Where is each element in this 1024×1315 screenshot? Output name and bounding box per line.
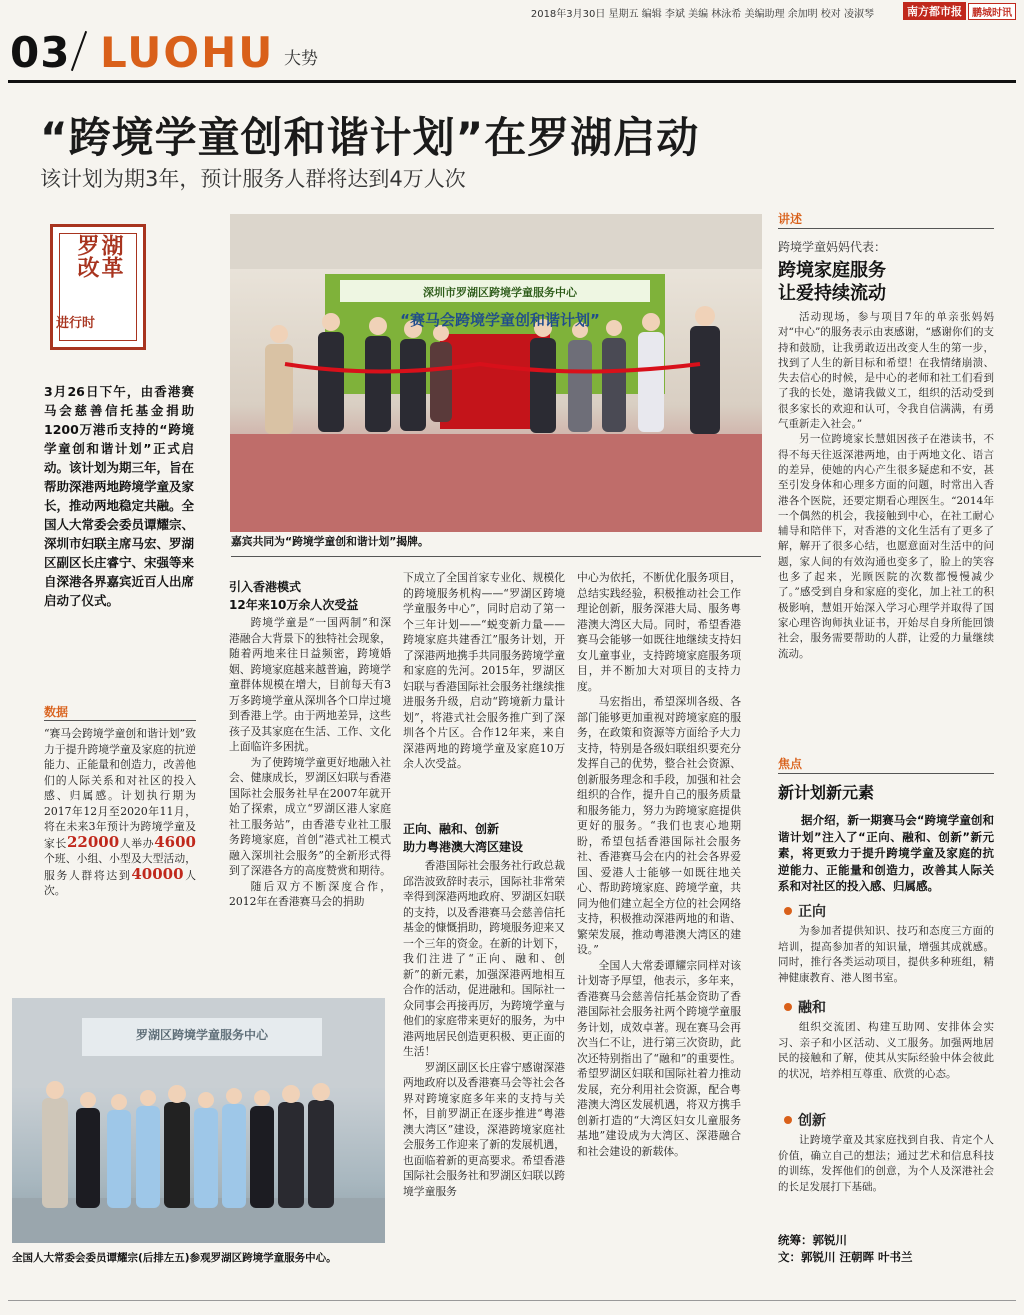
sidebar-paragraph: 另一位跨境家长慧姐因孩子在港读书，不得不每天往返深港两地，由于两地文化、语言的差异，使她的内心产生很多疑虑和不安，甚至引发身体和心理多方面的问题，时常出入香港各个医院，还要定期看心理医生。“2014年一个偶然的机会，我接触到中心，在社工耐心辅导和陪伴下，对香港的文化生活有了更多了解，解开了很多心结，也愿意面对生活中的问题，家人间的有效沟通也变多了，脸上的笑容也多了起来，光顾医院的次数都慢慢减少了。”感受到自身和家庭的变化，加上社工的积极影响，慧姐开始深入学习心理学并取得了国家心理咨询师执业证书，开始尽自身所能回馈社会，服务需要帮助的人群，让爱的力量继续流动。	[778, 433, 994, 660]
bullet-text: 为参加者提供知识、技巧和态度三方面的培训，提高参加者的知识量，增强其成就感。同时，推行各类运动项目，提供多种班组，精神健康教育、港人图书室。	[778, 925, 994, 984]
article-col-3	[577, 570, 741, 1159]
photo2-caption: 全国人大常委会委员谭耀宗(后排左五)参观罗湖区跨境学童服务中心。	[12, 1252, 337, 1264]
sidebar-story	[778, 310, 994, 662]
article-heading-2a: 正向、融和、创新	[403, 822, 500, 836]
sidebar-rule-1	[778, 228, 994, 229]
bullet-innovation-text	[778, 1133, 994, 1195]
article-paragraph: 随后双方不断深度合作，2012年在香港赛马会的捐助	[229, 879, 391, 908]
divider-slash	[71, 31, 87, 71]
bullet-dot-icon	[784, 1116, 792, 1124]
article-col-1	[229, 615, 391, 910]
sidebar-label-focus: 焦点	[778, 757, 803, 771]
focus-title: 新计划新元素	[778, 783, 875, 802]
sidebar-title-line-2: 让爱持续流动	[778, 283, 886, 304]
article-heading-1a: 引入香港模式	[229, 580, 302, 594]
header-rule	[8, 80, 1016, 83]
article-paragraph: 为了使跨境学童更好地融入社会、健康成长，罗湖区妇联与香港国际社会服务社早在2007年就开始了探索，成立“罗湖区港人家庭社工服务站”，由香港专业社工服务跨境家庭，首创“港式社工模式融入深圳社会服务”的全新形式得到了深港各方的高度赞赏和期待。	[229, 755, 391, 877]
bullet-dot-icon	[784, 1003, 792, 1011]
newspaper-logo	[903, 2, 1016, 20]
article-paragraph: 跨境学童是“一国两制”和深港融合大背景下的独特社会现象，随着两地来往日益频密，跨境婚姻、跨境家庭越来越普遍，跨境学童群体规模在增大，目前每天有3万多跨境学童从深圳各个口岸过境到香港上学。由于两地差异，这些孩子及其家庭在生活、工作、文化上面临许多困扰。	[229, 616, 391, 753]
masthead	[0, 0, 1024, 22]
brand-secondary: 鹏城时讯	[968, 3, 1016, 20]
bullet-text: 让跨境学童及其家庭找到自我、肯定个人价值，确立自己的想法；通过艺术和信息科技的训练，发挥他们的创意，为个人及深港社会的长足发展打下基础。	[778, 1134, 994, 1193]
headline: “跨境学童创和谐计划”在罗湖启动	[40, 113, 700, 162]
article-heading-1b: 12年来10万余人次受益	[229, 598, 359, 612]
bullet-title: 正向	[798, 904, 826, 920]
sidebar-label-story: 讲述	[778, 212, 803, 226]
data-text-4: 人次。	[44, 868, 197, 897]
lede-paragraph: 3月26日下午，由香港赛马会慈善信托基金捐助1200万港币支持的“跨境学童创和谐计划”正式启动。该计划为期三年，旨在帮助深港两地跨境学童及家长，推动两地稳定共融。全国人大常委会委员谭耀宗、深圳市妇联主席马宏、罗湖区副区长庄睿宁、宋强等来自深港各界嘉宾近百人出席启动了仪式。	[44, 384, 195, 608]
data-num-3: 40000	[131, 864, 184, 883]
data-label: 数据	[44, 705, 69, 719]
article-paragraph: 马宏指出，希望深圳各级、各部门能够更加重视对跨境家庭的服务，在政策和资源等方面给予大力支持，特别是各级妇联组织要充分发挥自己的优势，整合社会资源、创新服务理念和手段，加强和社会组织的合作，提升自己的服务质量和服务能力，努力为跨境家庭提供更好的服务。“我们也衷心地期盼，希望包括香港国际社会服务社、香港赛马会在内的社会各界爱国、爱港人士能够一如既往地关心、帮助跨境家庭、跨境学童，共同为他们建立起全方位的社会网络支持，积极推动深港两地的和谐、繁荣发展，推动粤港澳大湾区的建设。”	[577, 695, 741, 956]
column-seal-logo	[50, 224, 146, 350]
sidebar-rule-2	[778, 773, 994, 774]
seal-col-left: 罗改	[74, 234, 99, 278]
article-paragraph: 下成立了全国首家专业化、规模化的跨境服务机构——“罗湖区跨境学童服务中心”，同时启动了第一个三年计划——“蜕变新力量——跨境家庭共建香江”服务计划，开了深港两地携手共同服务跨境学童和家庭的先河。2015年，罗湖区妇联与香港国际社会服务社继续推进服务升级，启动“跨境新力量计划”，将港式社会服务推广到了深圳各个片区。合作12年来，来自深港两地的跨境学童及家庭10万余人次受益。	[403, 571, 565, 770]
bullet-positive-text	[778, 924, 994, 986]
visit-group-photo	[12, 998, 385, 1243]
section-sub: 大势	[284, 49, 318, 69]
ceremony-scene	[230, 214, 762, 532]
brand-primary: 南方都市报	[903, 2, 966, 20]
data-text-3: 个班、小组、小型及大型活动，服务人群将达到	[44, 852, 196, 882]
data-num-2: 4600	[154, 832, 196, 851]
backdrop-title: 深圳市罗湖区跨境学童服务中心	[423, 286, 577, 299]
article-col-2a	[403, 570, 565, 772]
article-col-2b	[403, 858, 565, 1199]
ceremony-photo	[230, 214, 762, 532]
subheadline: 该计划为期3年，预计服务人群将达到4万人次	[40, 167, 466, 191]
data-rule	[44, 720, 196, 721]
page-number: 03	[10, 28, 71, 77]
photo1-caption: 嘉宾共同为“跨境学童创和谐计划”揭牌。	[231, 535, 429, 548]
sidebar-kicker: 跨境学童妈妈代表：	[778, 240, 887, 254]
data-num-1: 22000	[66, 832, 120, 851]
data-text-1: “赛马会跨境学童创和谐计划”致力于提升跨境学童及家庭的抗逆能力、正能量和创造力，改善他们的人际关系和对社区的投入感、归属感。计划执行期为2017年12月至2020年11月，将在未来3年预计为跨境学童及家长	[44, 727, 196, 850]
data-box	[44, 726, 196, 899]
article-paragraph: 中心为依托，不断优化服务项目，总结实践经验，积极推动社会工作理论创新，服务深港大局、服务粤港澳大湾区大局。同时，希望香港赛马会能够一如既往地继续支持妇女儿童事业，支持跨境家庭服务项目，并不断加大对项目的支持力度。	[577, 571, 741, 693]
seal-bottom: 进行时	[56, 316, 96, 331]
bullet-dot-icon	[784, 907, 792, 915]
bullet-harmony	[784, 997, 826, 1017]
sidebar-paragraph: 活动现场，参与项目7年的单亲张妈妈对“中心”的服务表示由衷感谢，“感谢你们的支持和鼓励，让我勇敢迈出改变人生的第一步，找到了人生的新目标和希望！在我情绪崩溃、失去信心的时候，是中心的老师和社工们看到了我的长处，邀请我做义工，组织的活动受到很多家长的欢迎和认可，令我自信满满，有勇气重新走入社会。”	[778, 311, 994, 431]
footer-rule	[8, 1300, 1016, 1301]
bullet-title: 创新	[798, 1113, 826, 1129]
bullet-innovation	[784, 1110, 826, 1130]
article-paragraph: 罗湖区副区长庄睿宁感谢深港两地政府以及香港赛马会等社会各界对跨境家庭多年来的支持与关怀，目前罗湖正在逐步推进“粤港澳大湾区”建设，深港跨境家庭社会服务工作迎来了新的发展机遇，也面临着新的更高要求。希望香港国际社会服务社和罗湖区妇联以跨境学童服务	[403, 1060, 565, 1198]
sidebar-title-line-1: 跨境家庭服务	[778, 260, 886, 281]
focus-intro: 据介绍，新一期赛马会“跨境学童创和谐计划”注入了“正向、融和、创新”新元素，将更致力于提升跨境学童及家庭的抗逆能力、正能量和创造力，改善其人际关系和对社区的投入感、归属感。	[778, 813, 994, 893]
section-name: LUOHU	[100, 28, 275, 77]
issue-meta: 2018年3月30日 星期五 编辑 李斌 美编 林泳希 美编助理 余加明 校对 凌淑琴	[530, 9, 874, 20]
data-text-2: 人举办	[119, 836, 155, 850]
photo1-rule	[231, 556, 761, 557]
center-sign: 罗湖区跨境学童服务中心	[135, 1028, 268, 1042]
article-paragraph: 香港国际社会服务社行政总裁邱浩波致辞时表示，国际社非常荣幸得到深港两地政府、罗湖区妇联的支持，以及香港赛马会慈善信托基金的慷慨捐助，跨境服务迎来又一个三年的资金。在新的计划下，我们注进了“正向、融和、创新”的新元素，加强深港两地相互合作的活动，促进融和。国际社一众同事会再接再厉，为跨境学童与他们的家庭带来更好的服务，为中港两地居民创造更积极、更正面的生活！	[403, 859, 565, 1058]
credit-writers: 文：郭锐川 汪朝晖 叶书兰	[778, 1250, 913, 1264]
bullet-harmony-text	[778, 1020, 994, 1082]
article-paragraph: 全国人大常委谭耀宗同样对该计划寄予厚望，他表示，多年来，香港赛马会慈善信托基金资助了香港国际社会服务社两个跨境学童服务计划，成效卓著。现在赛马会再次当仁不让，进行第三次资助，此次还特别指出了“融和”的重要性。希望罗湖区妇联和国际社着力推动发展，充分利用社会资源，配合粤港澳大湾区发展机遇，将双方携手创新打造的“大湾区妇女儿童服务基地”建设成为大湾区、深港融合和社会建设的新载体。	[577, 958, 741, 1158]
bullet-positive	[784, 901, 826, 921]
article-heading-2b: 助力粤港澳大湾区建设	[403, 840, 524, 854]
seal-col-right: 湖革	[98, 234, 123, 278]
bullet-text: 组织交流团、构建互助网、安排体会实习、亲子和小区活动、义工服务。加强两地居民的接触和了解，使其从实际经验中体会彼此的状况，培养相互尊重、欣赏的心态。	[778, 1021, 994, 1080]
backdrop-banner: “赛马会跨境学童创和谐计划”	[400, 311, 600, 329]
credit-coordinator: 统筹：郭锐川	[778, 1233, 847, 1247]
bullet-title: 融和	[798, 1000, 826, 1016]
